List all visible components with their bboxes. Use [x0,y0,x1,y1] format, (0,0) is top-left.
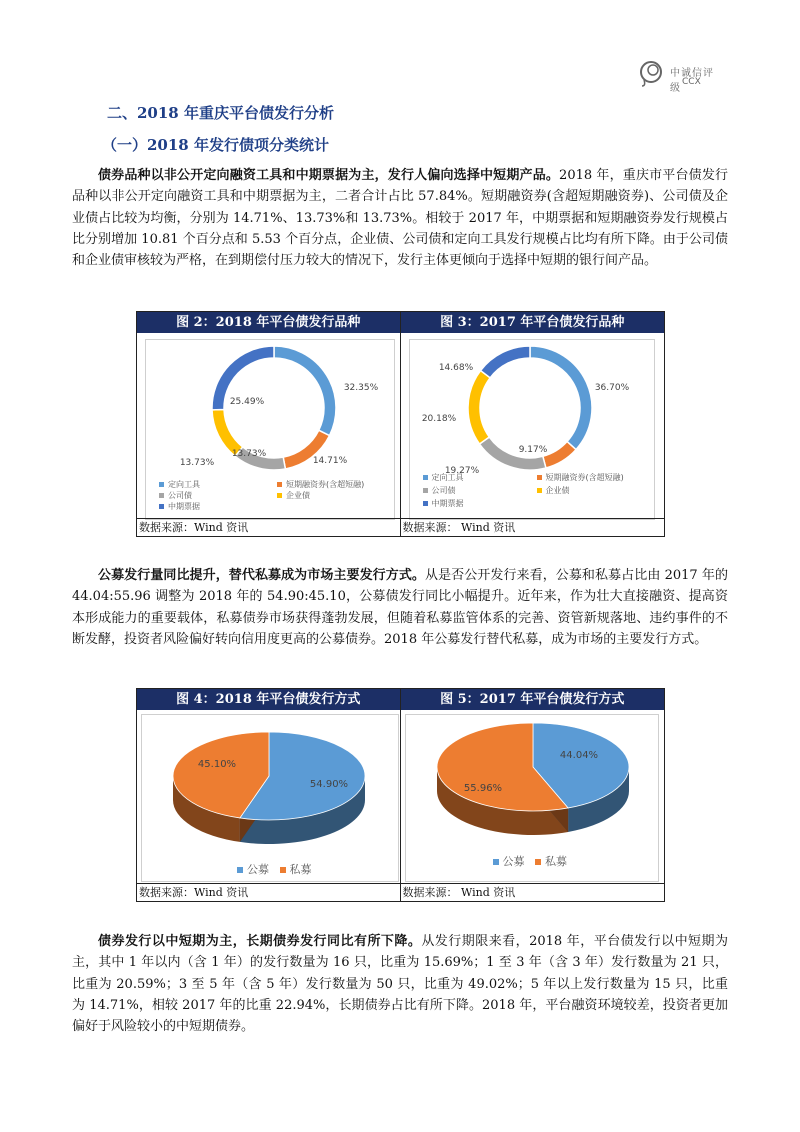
donut-data-label: 14.68% [438,363,473,373]
subsection-title: （一）2018 年发行债项分类统计 [102,136,329,154]
legend-swatch [535,859,541,865]
figure-row-donuts [136,311,665,537]
legend-swatch [537,475,542,480]
legend-swatch [537,488,542,493]
paragraph-3-lead: 债券发行以中短期为主，长期债券发行同比有所下降。 [98,934,422,949]
figure-4-source: 数据来源：Wind 资讯 [137,883,400,901]
legend-label: 中期票据 [431,499,464,508]
figure-2-donut-chart [137,336,401,476]
logo-en-text: CCX [682,77,701,87]
legend-swatch [277,493,282,498]
donut-data-label: 9.17% [518,445,547,455]
pie-data-label: 44.04% [559,750,598,761]
donut-slice [480,346,529,378]
donut-data-label: 19.27% [444,466,479,476]
donut-data-label: 36.70% [594,383,629,393]
donut-data-label: 14.71% [312,456,348,466]
figure-row-pies [136,688,665,902]
figure-3-legend-0 [423,472,464,483]
donut-data-label: 25.49% [229,397,265,407]
ccx-logo [636,58,716,94]
paragraph-1-body: 2018 年，重庆市平台债发行品种以非公开定向融资工具和中期票据为主，二者合计占比 57.84%。短期融资券(含超短期融资券)、公司债及企业债占比较为均衡，分别为 14.71%、13.73%和 13.73%。相较于 2017 年，中期票据和短期融资券发行规模占比分别增加 10.81 个百分点和 5.53 个百分点，企业债、公司债和定向工具发行规模占比均有所下降。由于公司债和企业债审核较为严格，在到期偿付压力较大的情况下，发行主体更倾向于选择中短期的银行间产品。 [72,168,728,269]
legend-label: 中期票据 [168,502,200,511]
figure-3 [401,312,665,536]
paragraph-3 [72,931,728,1037]
pie-data-label: 54.90% [309,779,349,790]
figure-5-pie-chart [401,709,665,859]
legend-label: 公募 [502,855,525,868]
legend-swatch [423,475,428,480]
legend-label: 定向工具 [168,480,200,489]
figure-4-title: 图 4：2018 年平台债发行方式 [137,689,400,710]
donut-data-label: 13.73% [179,458,215,468]
legend-swatch [159,493,164,498]
legend-label: 公司债 [431,486,456,495]
legend-label: 企业债 [545,486,570,495]
figure-2 [137,312,401,536]
figure-2-legend-1 [277,479,364,490]
paragraph-3-body: 从发行期限来看，2018 年，平台债发行以中短期为主，其中 1 年以内（含 1 年）的发行数量为 16 只，比重为 15.69%；1 至 3 年（含 3 年）发行数量为 21 只，比重为 20.59%；3 至 5 年（含 5 年）发行数量为 50 只，比重为 49.02%；5 年以上发行数量为 15 只，比重为 14.71%，相较 2017 年的比重 22.94%，长期债券占比有所下降。2018 年，平台融资环境较差，投资者更加偏好于风险较小的中短期债券。 [72,934,728,1035]
figure-2-source: 数据来源：Wind 资讯 [137,518,400,536]
donut-slice [274,346,336,436]
legend-label: 私募 [289,863,312,876]
legend-label: 公司债 [168,491,192,500]
figure-4-legend [237,861,312,877]
legend-label: 短期融资券(含超短融) [286,480,365,489]
logo-cn-text: 中诚信评级 [670,68,714,94]
figure-3-legend-3 [537,485,570,496]
figure-4-pie-chart [137,715,401,865]
paragraph-1-lead: 债券品种以非公开定向融资工具和中期票据为主，发行人偏向选择中短期产品。 [98,168,560,183]
donut-data-label: 32.35% [343,383,379,393]
legend-swatch [280,867,286,873]
paragraph-2 [72,565,728,650]
legend-label: 短期融资券(含超短融) [545,473,624,482]
section-title: 二、2018 年重庆平台债发行分析 [107,104,334,122]
legend-label: 企业债 [286,491,310,500]
legend-swatch [423,488,428,493]
figure-5-legend [493,853,568,869]
figure-4 [137,689,401,901]
figure-3-donut-chart [401,336,665,476]
pie-data-label: 55.96% [463,783,502,794]
legend-label: 公募 [247,863,269,876]
legend-swatch [277,482,282,487]
figure-3-legend-1 [537,472,624,483]
figure-3-source: 数据来源： Wind 资讯 [401,518,665,536]
donut-slice [468,371,490,444]
donut-data-label: 13.73% [231,449,267,459]
legend-swatch [159,482,164,487]
paragraph-1 [72,165,728,271]
paragraph-2-lead: 公募发行量同比提升，替代私募成为市场主要发行方式。 [98,568,425,583]
paragraph-2-body: 从是否公开发行来看，公募和私募占比由 2017 年的 44.04:55.96 调整为 2018 年的 54.90:45.10，公募债发行同比小幅提升。近年来，作为壮大直接融资、提高资本形成能力的重要载体，私募债券市场获得蓬勃发展，但随着私募监管体系的完善、资管新规落地、违约事件的不断发酵，投资者风险偏好转向信用度更高的公募债券。2018 年公募发行替代私募，成为市场的主要发行方式。 [72,568,728,647]
legend-swatch [159,504,164,509]
donut-slice [530,346,592,450]
legend-swatch [493,859,499,865]
figure-5-title: 图 5：2017 年平台债发行方式 [401,689,665,710]
legend-swatch [237,867,243,873]
pie-data-label: 45.10% [197,759,237,770]
donut-data-label: 20.18% [421,414,456,424]
figure-3-legend-2 [423,485,456,496]
figure-2-legend-3 [277,490,310,501]
figure-3-title: 图 3：2017 年平台债发行品种 [401,312,665,333]
figure-2-title: 图 2：2018 年平台债发行品种 [137,312,400,333]
figure-2-legend-2 [159,490,192,501]
legend-swatch [423,501,428,506]
figure-2-legend-0 [159,479,200,490]
legend-label: 私募 [545,855,567,868]
figure-5-source: 数据来源： Wind 资讯 [401,883,665,901]
donut-slice [542,442,575,468]
figure-5 [401,689,665,901]
legend-label: 定向工具 [431,473,464,482]
figure-3-legend-4 [423,498,464,509]
elephant-logo-icon [636,58,668,88]
figure-2-legend-4 [159,501,200,512]
